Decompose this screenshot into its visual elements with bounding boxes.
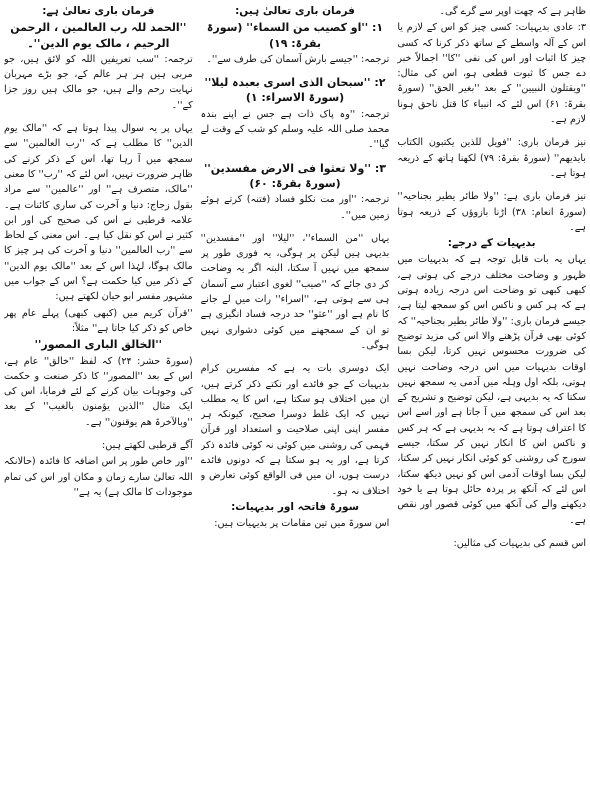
paragraph: آگے قرطبی لکھتے ہیں: (102, 440, 193, 452)
spacer (4, 431, 193, 437)
quran-verse: ۳: ''ولا تعثوا فی الارض مفسدین'' (سورۃ بقرۃ: ۶۰) (204, 161, 386, 190)
paragraph: ''قرآن کریم میں (کبھی کبھی) پہلے عام پھر خاص کو ذکر کیا جاتا ہے'' مثلاً: (4, 307, 193, 334)
section-heading: بدیہیات کے درجے: (447, 237, 536, 250)
quran-verse: ۲: ''سبحان الذی اسری بعبدہ لیلا'' (سورۃ الاسراء: ۱) (204, 76, 386, 105)
spacer (201, 68, 390, 74)
spacer (397, 529, 586, 535)
paragraph: نیز فرمان باری: ''فویل للذین یکتبون الکتاب بایدیھم'' (سورۃ بقرۃ: ۷۹) لکھنا ہاتھ کے ذریعہ ہوتا ہے۔ (397, 137, 586, 179)
spacer (4, 114, 193, 120)
section-heading: فرمان باری تعالیٰ ہے: (42, 5, 155, 17)
column-middle (201, 4, 390, 807)
paragraph: ترجمہ: ''اور مت نکلو فساد (فتنہ) کرتے ہوئے زمین میں''۔ (200, 194, 390, 221)
column-left (4, 4, 193, 807)
paragraph: اس قسم کی بدیہیات کی مثالیں: (453, 537, 586, 549)
paragraph: ترجمہ: ''سب تعریفیں اللہ کو لائق ہیں، جو مربی ہیں ہر ہر عالم کے، جو بڑے مہربان نہایت رحم والے ہیں، جو مالک ہیں روز جزا کے''۔ (4, 53, 193, 111)
paragraph: ترجمہ: ''جیسے بارش آسمان کی طرف سے''۔ (206, 53, 390, 65)
spacer (201, 224, 390, 230)
paragraph: ترجمہ: ''وہ پاک ذات ہے جس نے اپنے بندہ محمد صلی اللہ علیہ وسلم کو شب کے وقت لے گیا''۔ (200, 108, 390, 151)
paragraph: ۳: عادی بدیہیات: کسی چیز کو اس کے لازم یا اس کے آلہ واسطے کے ساتھ ذکر کرنا کہ کسی چیز کا اثبات اور اس کی نفی ''کا'' اجمالاً خبر دے جس کا ثبوت قطعی ہو، اس کی مثال: ''ویقتلون النبیین'' کے بعد ''بغیر الحق'' (سورۃ بقرۃ: ۶۱) اس لئے کہ انبیاء کا قتل ناحق ہونا لازم ہے۔ (397, 22, 586, 126)
paragraph: یہاں یہ بات قابل توجہ ہے کہ بدیہیات میں ظہور و وضاحت مختلف درجے کی ہوتی ہے، کبھی کبھی تو وضاحت اس درجہ زیادہ ہوتی ہے کہ ہر کس و ناکس اس کو سمجھ لیتا ہے، جیسے فرمان باری: ''ولا طائر یطیر بجناحیہ'' کہ کوئی بھی قرآن پڑھنے والا اس کی مزید توضیح کی ضرورت محسوس نہیں کرتا، لیکن بسا اوقات بدیہیات میں اس درجہ وضاحت نہیں ہوتی، بلکہ اول وہلہ میں آدمی یہ سمجھ نہیں سکتا کہ یہ بدیہی ہے، لیکن توضیح و تشریح کے بعد اس کی سمجھ میں آ جاتا ہے اور اسے اس کا اعتراف ہوتا ہے کہ یہ بدیہی ہے کہ ہر کس و ناکس اس کا انکار نہیں کر سکتا، جیسے سورج کی روشنی کو کوئی انکار نہیں کر سکتا، لیکن بسا اوقات آدمی اس کو نہیں دیکھ سکتا، اس لئے کہ آنکھ پر پردہ حائل ہوتا ہے یا خود دیکھنے والے کی آنکھ میں کوئی قصور اور نقص ہے۔ (397, 254, 586, 526)
paragraph: نیز فرمان باری ہے: ''ولا طائر یطیر بجناحیہ'' (سورۃ انعام: ۳۸) اڑنا بازوؤں کے ذریعہ ہوتا ہے۔ (397, 191, 586, 233)
spacer (397, 128, 586, 134)
column-right (397, 4, 586, 807)
quran-verse: ''الخالق الباری المصور'' (34, 338, 163, 352)
paragraph: یہاں ''من السماء''، ''لیلا'' اور ''مفسدین'' بدیہی ہیں لیکن پر ہوگی، یہ فوری طور پر سمجھ میں نہیں آ سکتا، البتہ اگر یہ وضاحت کر دی جائے کہ ''صیب'' لغوی اعتبار سے آسمان ہی سے ہوتی ہے، ''اسراء'' رات میں لے جانے کا نام ہے اور ''عثو'' حد درجہ فساد انگیزی ہے تو ان کے سمجھنے میں کوئی دشواری نہیں ہوگی۔ (200, 232, 390, 351)
quran-verse: ''الحمد للہ رب العالمین ، الرحمن الرحیم ، مالک یوم الدین''۔ (10, 21, 187, 50)
paragraph: یہاں پر یہ سوال پیدا ہوتا ہے کہ ''مالک یوم الدین'' کا مطلب ہے کہ ''رب العالمین'' سے سمجھ میں آ رہا تھا، اس کے ذکر کرنے کی ظاہر ضرورت نہیں، اس لئے کہ ''رب'' کا معنی ''مالک، متصرف ہے'' اور ''عالمین'' سے مراد بقول زجاج: دنیا و آخرت کی ساری کائنات ہے۔ علامہ قرطبی نے اس کی صحیح کی اور ابن کثیر نے اس کو نقل کیا ہے۔ اس معنی کے لحاظ سے ''رب العالمین'' دنیا و آخرت کی ہر چیز کا مالک ہوگا، لہٰذا اس کے بعد ''مالک یوم الدین'' کے ذکر میں کیا حکمت ہے؟ اس کے جواب میں مشہور مفسر ابو حیان لکھتے ہیں: (4, 123, 193, 303)
paragraph: ''اور خاص طور پر اس اضافہ کا فائدہ (حالانکہ اللہ تعالیٰ سارے زمان و مکان اور اس کی تمام موجودات کا مالک ہے) یہ ہے'' (4, 456, 193, 498)
spacer (201, 354, 390, 360)
section-heading: فرمان باری تعالیٰ ہیں: (235, 5, 355, 17)
paragraph: اس سورۃ میں تین مقامات پر بدیہیات ہیں: (214, 518, 390, 530)
paragraph: ایک دوسری بات یہ ہے کہ مفسرین کرام بدیہیات کے جو فائدے اور نکتے ذکر کرتے ہیں، ان میں اختلاف ہو سکتا ہے، اس کا یہ مطلب نہیں کہ ایک غلط دوسرا صحیح، کیونکہ ہر مفسر اپنی اپنی صلاحیت و استعداد اور قرآن فہمی کی روشنی میں کوئی نہ کوئی فائدہ ذکر کرتا ہے، اور یہ ہو سکتا ہے کہ دونوں فائدے درست ہوں، ان میں فی الواقع کوئی تعارض و اختلاف نہ ہو۔ (200, 363, 390, 497)
spacer (201, 154, 390, 160)
spacer (397, 182, 586, 188)
section-heading: سورۃ فاتحہ اور بدیہیات: (231, 500, 359, 513)
paragraph: (سورۃ حشر: ۲۴) کہ لفظ ''خالق'' عام ہے، اس کے بعد ''المصور'' کا ذکر صنعت و حکمت کی وجوہات بیان کرنے کے لئے فرمایا، اس کی ایک مثال ''الذین یؤمنون بالغیب'' کے بعد ''وبالآخرۃ ھم یوقنون'' ہے۔ (4, 355, 193, 428)
quran-verse: ۱: ''او کصیب من السماء'' (سورۃ بقرۃ: ۱۹) (206, 21, 384, 50)
paragraph: ظاہر ہے کہ چھت اوپر سے گرے گی۔ (439, 6, 586, 17)
